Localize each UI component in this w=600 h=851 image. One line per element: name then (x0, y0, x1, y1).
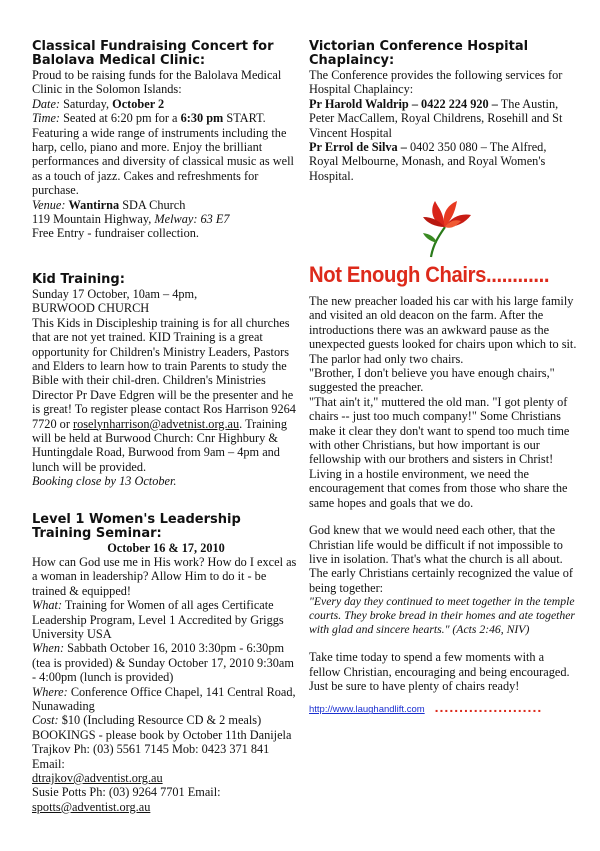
concert-time-body: Time: Seated at 6:20 pm for a 6:30 pm START. Featuring a wide range of instruments including the harp, cello, piano and more. Enjoy the brilliant performances and diversity of classical music as well as a touch of jazz. Cakes and refreshments for purchase. (32, 111, 294, 198)
women-email1-line (32, 771, 300, 785)
concert-section (32, 40, 300, 241)
chairs-para-3: "That ain't it," muttered the old man. "I got plenty of chairs -- just too much company!" Some Christians make it clear they don't want to spend too much time with other Christians, but how important is our fellowship with our brothers and sisters in Christ! Living in a hostile environment, we need the encouragement that comes from those who share the same hopes and goals that we do. (309, 394, 570, 510)
kid-email-link[interactable]: roselynharrison@advetnist.org.au (73, 416, 240, 431)
women-bookings: BOOKINGS - please book by October 11th Danijela Trajkov Ph: (03) 5561 7145 Mob: 0423 371 841 Email: (32, 727, 292, 771)
hospital-title: Victorian Conference Hospital Chaplaincy: (309, 39, 529, 68)
hospital-section (309, 40, 577, 183)
women-section (32, 513, 300, 815)
concert-title: Classical Fundraising Concert for Balolava Medical Clinic: (32, 39, 274, 68)
women-email1-link[interactable]: dtrajkov@adventist.org.au (32, 771, 163, 786)
footer-dots: ...................... (434, 699, 543, 716)
women-when: When: Sabbath October 16, 2010 3:30pm - 6:30pm (tea is provided) & Sunday October 17, 2010 9:30am - 4:00pm (lunch is provided) (32, 641, 294, 685)
concert-intro: Proud to be raising funds for the Balolava Medical Clinic in the Solomon Islands: (32, 68, 282, 97)
women-where: Where: Conference Office Chapel, 141 Central Road, Nunawading (32, 684, 296, 714)
concert-entry: Free Entry - fundraiser collection. (32, 226, 199, 241)
laughandlift-link[interactable]: http://www.laughandlift.com (309, 704, 425, 716)
kid-section (32, 273, 300, 489)
concert-date: Date: Saturday, October 2 (32, 96, 165, 111)
women-intro: How can God use me in His work? How do I excel as a woman in leadership? Allow Him to do it - be trained & equipped! (32, 554, 297, 598)
women-dates: October 16 & 17, 2010 (107, 540, 225, 555)
hospital-chaplain-2: Pr Errol de Silva – 0402 350 080 – The Alfred, Royal Melbourne, Monash, and Royal Women's Hospital. (309, 140, 547, 183)
kid-church: BURWOOD CHURCH (32, 301, 150, 316)
right-column (309, 40, 577, 183)
chairs-quote: "Every day they continued to meet together in the temple courts. They broke bread in their homes and ate together with glad and sincere hearts." (Acts 2:46, NIV) (309, 595, 575, 637)
women-susie: Susie Potts Ph: (03) 9264 7701 Email: (32, 785, 221, 800)
women-email2-line (32, 800, 300, 814)
kid-date: Sunday 17 October, 10am – 4pm, (32, 286, 198, 301)
hospital-chaplain-1: Pr Harold Waldrip – 0422 224 920 – The Austin, Peter MacCallem, Royal Childrens, Rosehill and St Vincent Hospital (309, 96, 563, 140)
chairs-para-2: "Brother, I don't believe you have enough chairs," suggested the preacher. (309, 366, 555, 395)
hospital-intro: The Conference provides the following services for Hospital Chaplaincy: (309, 68, 563, 97)
left-column (32, 40, 300, 814)
women-what: What: Training for Women of all ages Certificate Leadership Program, Level 1 Accredited by Griggs University USA (32, 598, 284, 641)
chairs-para-4: God knew that we would need each other, that the Christian life would be difficult if not impossible to live in isolation. That's what the church is all about. The early Christians certainly recognized the value of being together: (309, 523, 573, 595)
kid-title: Kid Training: (32, 271, 125, 287)
chairs-title: Not Enough Chairs............ (309, 262, 550, 287)
women-cost: Cost: $10 (Including Resource CD & 2 meals) (32, 713, 262, 728)
women-title: Level 1 Women's Leadership Training Seminar: (32, 511, 241, 541)
chairs-para-5: Take time today to spend a few moments with a fellow Christian, encouraging and being encouraged. Just be sure to have plenty of chairs ready! (309, 650, 570, 693)
concert-address: 119 Mountain Highway, Melway: 63 E7 (32, 212, 230, 227)
chairs-para-1: The new preacher loaded his car with his large family and visited an old deacon on the farm. After the introductions there was an awkward pause as the unexpected guests looked for chairs upon which to sit. The parlor had only two chairs. (309, 294, 577, 366)
red-flower-icon (405, 197, 475, 259)
chairs-footer (309, 699, 577, 717)
women-email2-link[interactable]: spotts@adventist.org.au (32, 799, 151, 814)
concert-venue: Venue: Wantirna SDA Church (32, 197, 186, 212)
kid-body: This Kids in Discipleship training is for all churches that are not yet trained. KID Training is a great opportunity for Children's Ministry Leaders, Pastors and Elders to learn how to train Parents to study the Bible with their chil-dren. Children's Ministries Director Pr Dave Edgren will be the presenter and he is great! To register please contact Ros Harrison 9264 7720 or roselynharrison@advetnist.org.au. Training will be held at Burwood Church: Cnr Highbury & Huntingdale Road, Burwood from 9am – 4pm and lunch will be provided. (32, 315, 296, 474)
chairs-section (309, 262, 577, 717)
kid-booking: Booking close by 13 October. (32, 474, 177, 489)
